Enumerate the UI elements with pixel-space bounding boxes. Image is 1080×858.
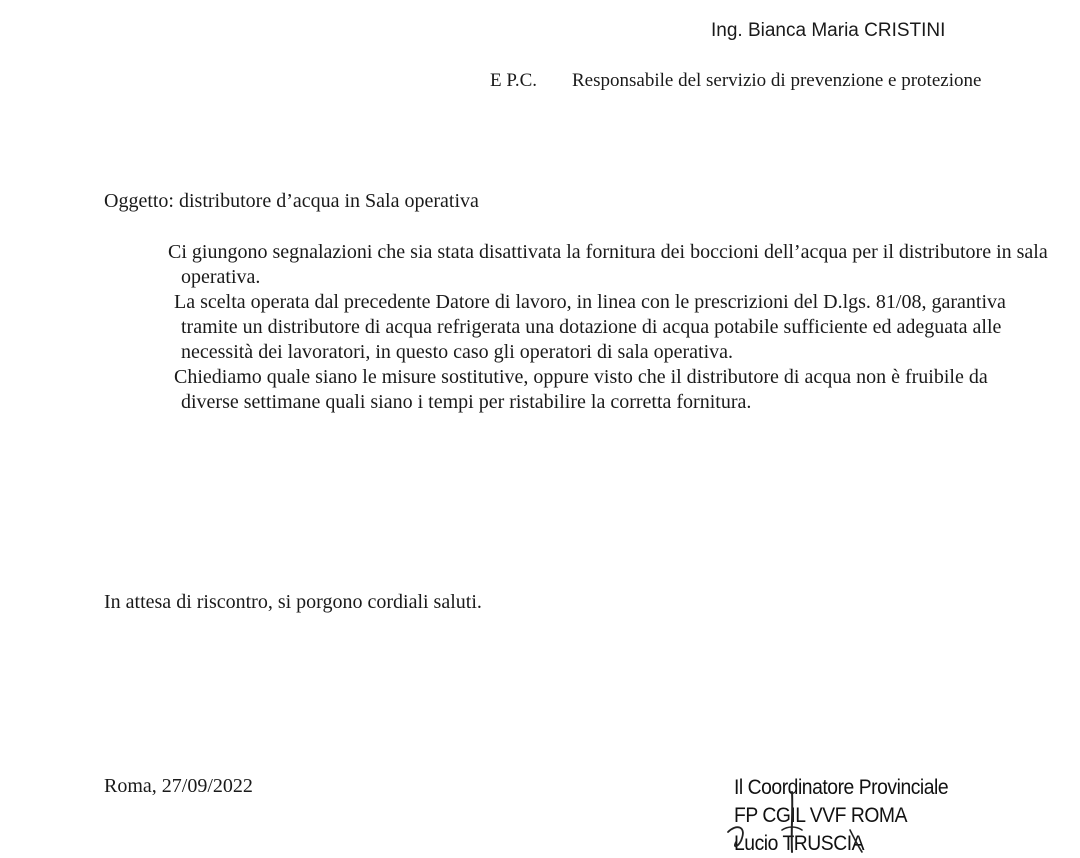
cc-recipient: Responsabile del servizio di prevenzione e protezione [572,70,982,91]
signature-name: Lucio TRUSCIA [734,832,865,855]
place-and-date: Roma, 27/09/2022 [104,775,253,797]
closing-salutation: In attesa di riscontro, si porgono cordiali saluti. [104,591,482,613]
letter-body [168,240,1048,415]
signature-block [734,774,948,858]
recipient-name: Ing. Bianca Maria CRISTINI [711,20,946,41]
body-paragraph: La scelta operata dal precedente Datore di lavoro, in linea con le prescrizioni del D.lgs. 81/08, garantiva tramite un distributore di acqua refrigerata una dotazione di acqua potabile sufficiente ed adeguata alle necessità dei lavoratori, in questo caso gli operatori di sala operativa. [174,291,1006,363]
body-paragraph: Chiediamo quale siano le misure sostitutive, oppure visto che il distributore di acqua non è fruibile da diverse settimane quali siano i tempi per ristabilire la corretta fornitura. [174,366,988,413]
body-paragraph: Ci giungono segnalazioni che sia stata disattivata la fornitura dei boccioni dell’acqua per il distributore in sala operativa. [168,241,1048,288]
cc-line [490,68,981,94]
letter-subject: Oggetto: distributore d’acqua in Sala operativa [104,190,479,212]
signature-role: Il Coordinatore Provinciale [734,776,949,799]
signature-organization: FP CGIL VVF ROMA [734,804,908,827]
cc-label: E P.C. [490,70,537,91]
